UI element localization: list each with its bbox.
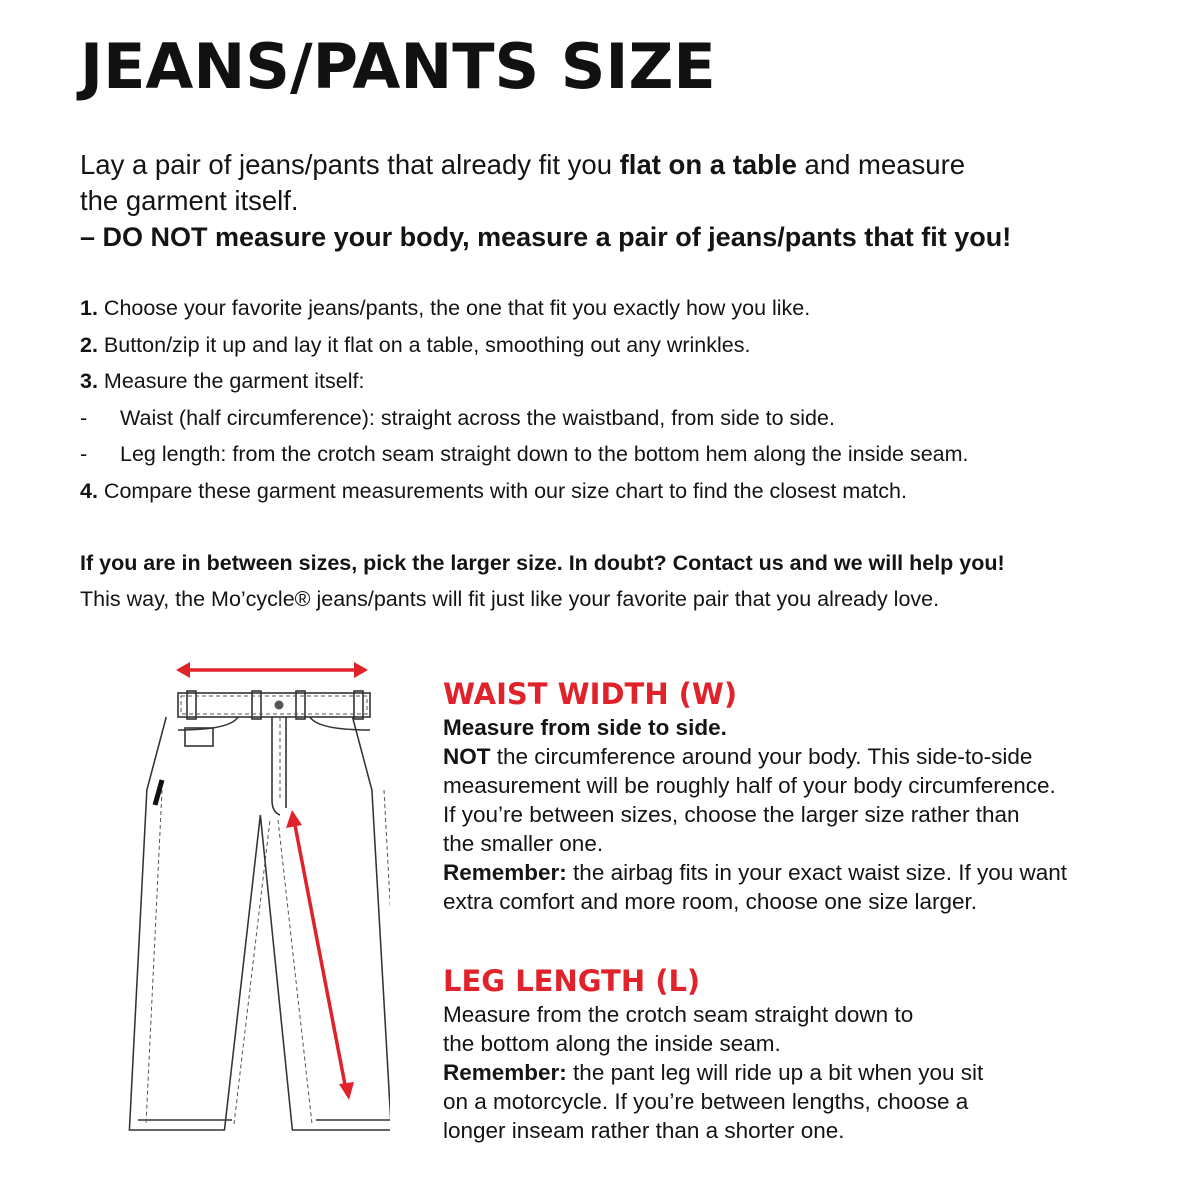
leg-length-section: LEG LENGTH (L) Measure from the crotch seam straight down to the bottom along the inside seam. Remember: the pant leg will ride up a bit when you sit on a motorcycle. If you’re between lengths, choose a longer inseam rather than a shorter one.	[443, 964, 1163, 1145]
waist-width-arrow	[176, 662, 368, 678]
step-3: 3. Measure the garment itself:	[80, 369, 365, 393]
sizing-tip-bold: If you are in between sizes, pick the larger size. In doubt? Contact us and we will help you!	[80, 551, 1005, 575]
button-icon	[275, 701, 284, 710]
step-3-bullet-leg: - Leg length: from the crotch seam straight down to the bottom hem along the inside seam.	[80, 442, 969, 466]
intro-emphasis: flat on a table	[619, 149, 797, 180]
step-2: 2. Button/zip it up and lay it flat on a table, smoothing out any wrinkles.	[80, 332, 751, 357]
leg-length-arrow	[286, 810, 354, 1100]
waist-width-subheading: Measure from side to side.	[443, 715, 727, 740]
step-1: 1. Choose your favorite jeans/pants, the one that fit you exactly how you like.	[80, 296, 811, 320]
sizing-tip-note: This way, the Mo’cycle® jeans/pants will fit just like your favorite pair that you already love.	[80, 587, 940, 611]
waist-width-section: WAIST WIDTH (W) Measure from side to side. NOT the circumference around your body. This side-to-side measurement will be roughly half of your body circumference. If you’re between sizes, choose the larger size rather than the smaller one. Remember: the airbag fits in your exact waist size. If you want extra comfort and more room, choose one size larger.	[443, 677, 1163, 916]
jeans-illustration	[120, 650, 390, 1150]
step-4: 4. Compare these garment measurements with our size chart to find the closest match.	[80, 478, 907, 503]
intro-paragraph: Lay a pair of jeans/pants that already fit you flat on a table and measure the garment itself. – DO NOT measure your body, measure a pair of jeans/pants that fit you!	[80, 147, 1160, 255]
airbag-cable-icon	[155, 780, 162, 805]
sizing-tip	[80, 545, 1180, 617]
intro-warning: – DO NOT measure your body, measure a pair of jeans/pants that fit you!	[80, 222, 1012, 252]
page-title: JEANS/PANTS SIZE	[80, 30, 716, 103]
instruction-steps	[80, 290, 1180, 509]
waist-width-heading: WAIST WIDTH (W)	[443, 677, 738, 711]
leg-length-heading: LEG LENGTH (L)	[443, 964, 701, 998]
step-3-bullet-waist: - Waist (half circumference): straight across the waistband, from side to side.	[80, 405, 835, 430]
